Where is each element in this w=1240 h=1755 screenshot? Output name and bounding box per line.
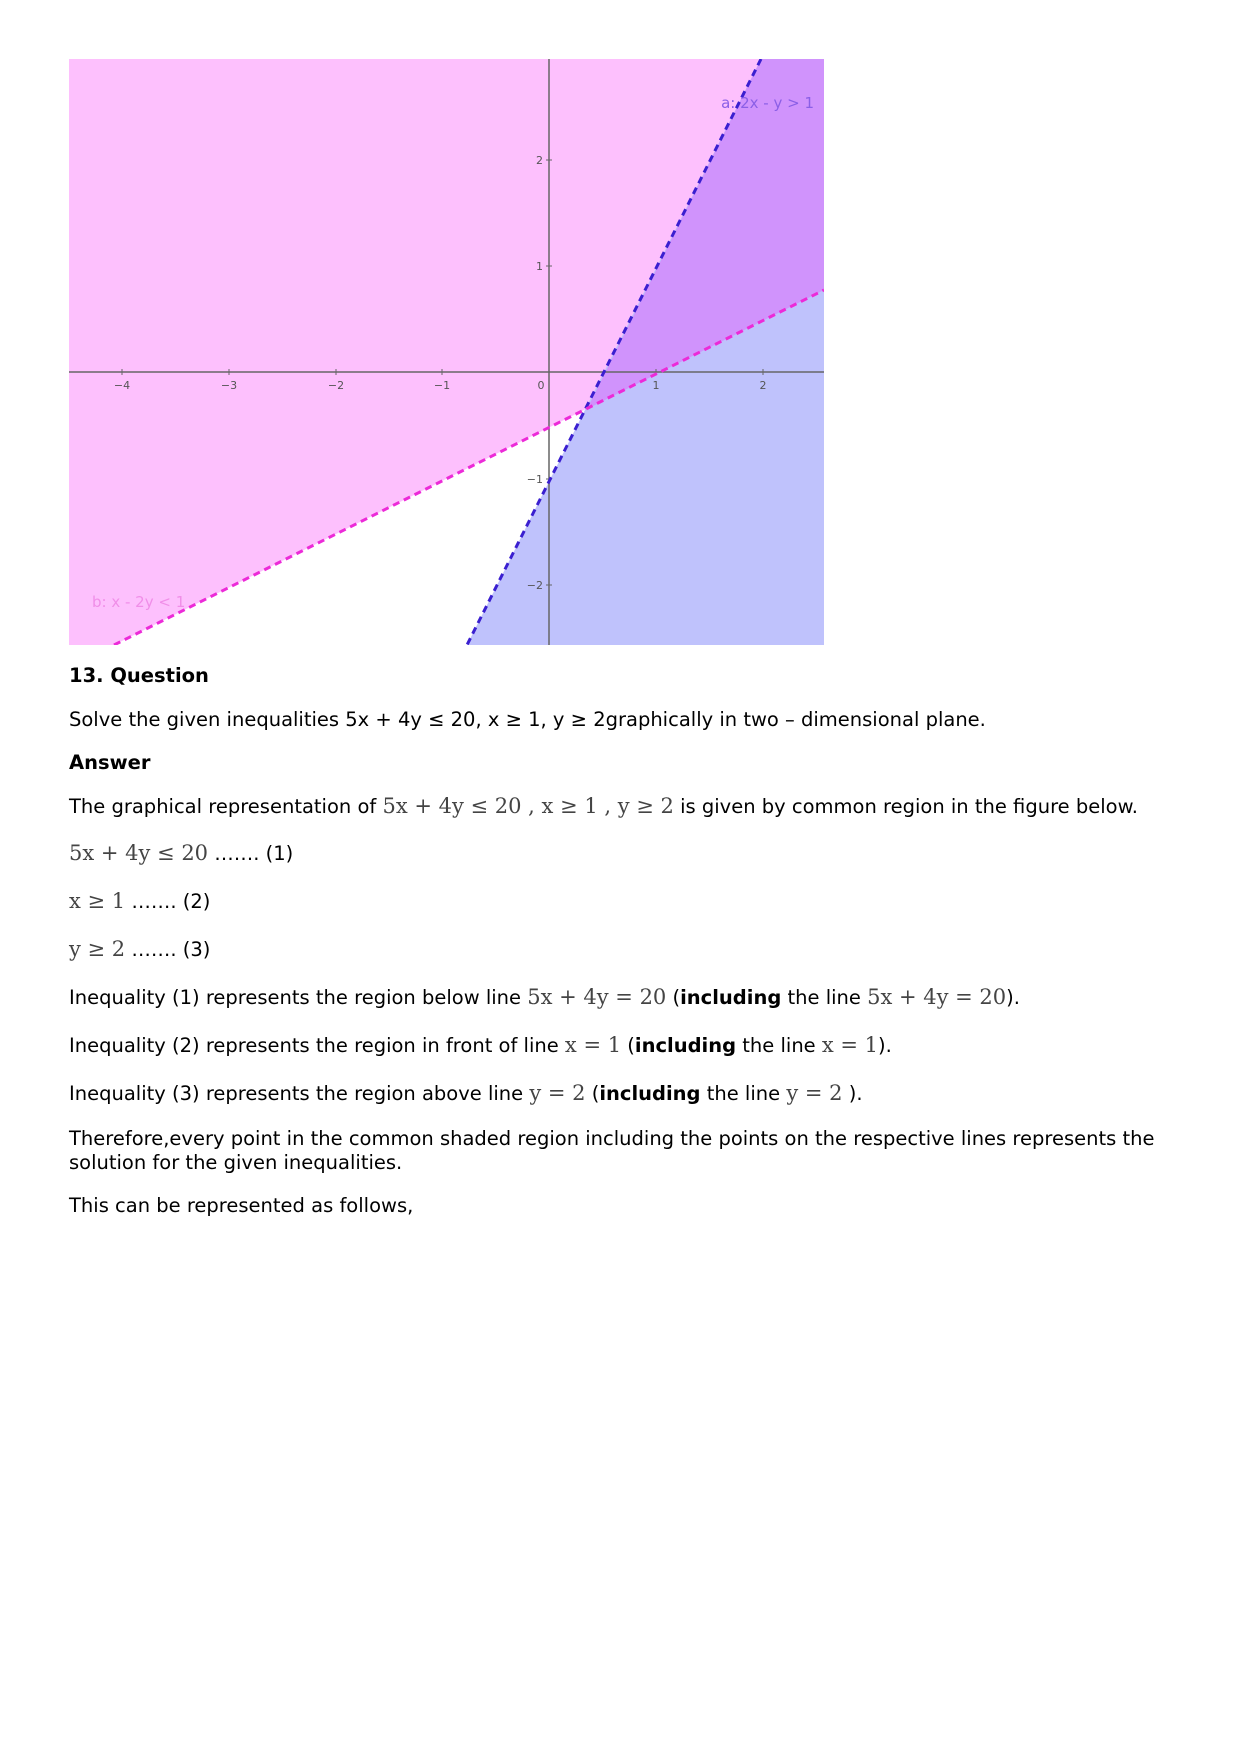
ineq1-math2: 5x + 4y = 20 (867, 985, 1007, 1009)
answer-title: Answer (69, 751, 151, 774)
intro-after: is given by common region in the figure below. (680, 795, 1138, 818)
x-tick-label: −4 (113, 379, 131, 392)
inequality-2-explanation: Inequality (2) represents the region in front of line x = 1 (including the line x = 1). (69, 1033, 892, 1057)
intro-before: The graphical representation of (69, 795, 377, 818)
ineq3-including: including (599, 1082, 701, 1105)
y-tick-label: 2 (536, 154, 543, 167)
x-tick-label: −2 (327, 379, 345, 392)
ineq1-the-line: the line (787, 986, 861, 1009)
question-text: Solve the given inequalities 5x + 4y ≤ 20, x ≥ 1, y ≥ 2graphically in two – dimensional plane. (69, 708, 986, 731)
x-tick-label: 1 (652, 379, 660, 392)
ineq2-including: including (634, 1034, 737, 1057)
ineq1-text: Inequality (1) represents the region below line (69, 986, 522, 1009)
equation-2 (69, 889, 1179, 914)
question-title: 13. Question (69, 664, 209, 687)
ineq3-math: y = 2 (529, 1081, 586, 1105)
y-tick-label: 1 (536, 260, 543, 273)
eq3-suffix: ……. (3) (131, 938, 211, 961)
conclusion-text: Therefore,every point in the common shaded region including the points on the respective lines represents the solution for the given inequalities. (69, 1127, 1155, 1174)
ineq2-math2: x = 1 (821, 1033, 879, 1057)
ineq2-the-line: the line (742, 1034, 816, 1057)
eq2-suffix: ……. (2) (131, 890, 211, 913)
document-content (69, 664, 1179, 1218)
x-tick-label: 0 (537, 379, 545, 392)
ineq3-math2: y = 2 (786, 1081, 843, 1105)
eq2-math: x ≥ 1 (69, 889, 126, 913)
inequality-1-explanation: Inequality (1) represents the region below line 5x + 4y = 20 (including the line 5x + 4y = 20). (69, 985, 1020, 1009)
eq1-math: 5x + 4y ≤ 20 (69, 841, 209, 865)
inequality-3-explanation: Inequality (3) represents the region above line y = 2 (including the line y = 2 ). (69, 1081, 863, 1105)
represented-text: This can be represented as follows, (69, 1194, 414, 1217)
line-b-label: b: x - 2y < 1 (92, 593, 186, 611)
y-tick-label: −1 (526, 473, 543, 486)
inequality-graph (69, 59, 824, 645)
answer-intro (69, 794, 1179, 819)
ineq2-text: Inequality (2) represents the region in front of line (69, 1034, 559, 1057)
equation-1 (69, 841, 1179, 866)
ineq1-math: 5x + 4y = 20 (527, 985, 667, 1009)
ineq3-the-line: the line (706, 1082, 781, 1105)
graph-svg (69, 59, 824, 645)
ineq3-text: Inequality (3) represents the region above line (69, 1082, 524, 1105)
y-tick-label: −2 (526, 579, 543, 592)
equation-3 (69, 937, 1179, 962)
eq1-suffix: ……. (1) (214, 842, 294, 865)
x-tick-label: 2 (759, 379, 767, 392)
ineq1-including: including (680, 986, 782, 1009)
x-tick-label: −1 (433, 379, 451, 392)
eq3-math: y ≥ 2 (69, 937, 126, 961)
ineq2-math: x = 1 (564, 1033, 622, 1057)
x-tick-label: −3 (220, 379, 238, 392)
intro-math: 5x + 4y ≤ 20 , x ≥ 1 , y ≥ 2 (382, 794, 674, 818)
line-a-label: a: 2x - y > 1 (721, 94, 814, 112)
